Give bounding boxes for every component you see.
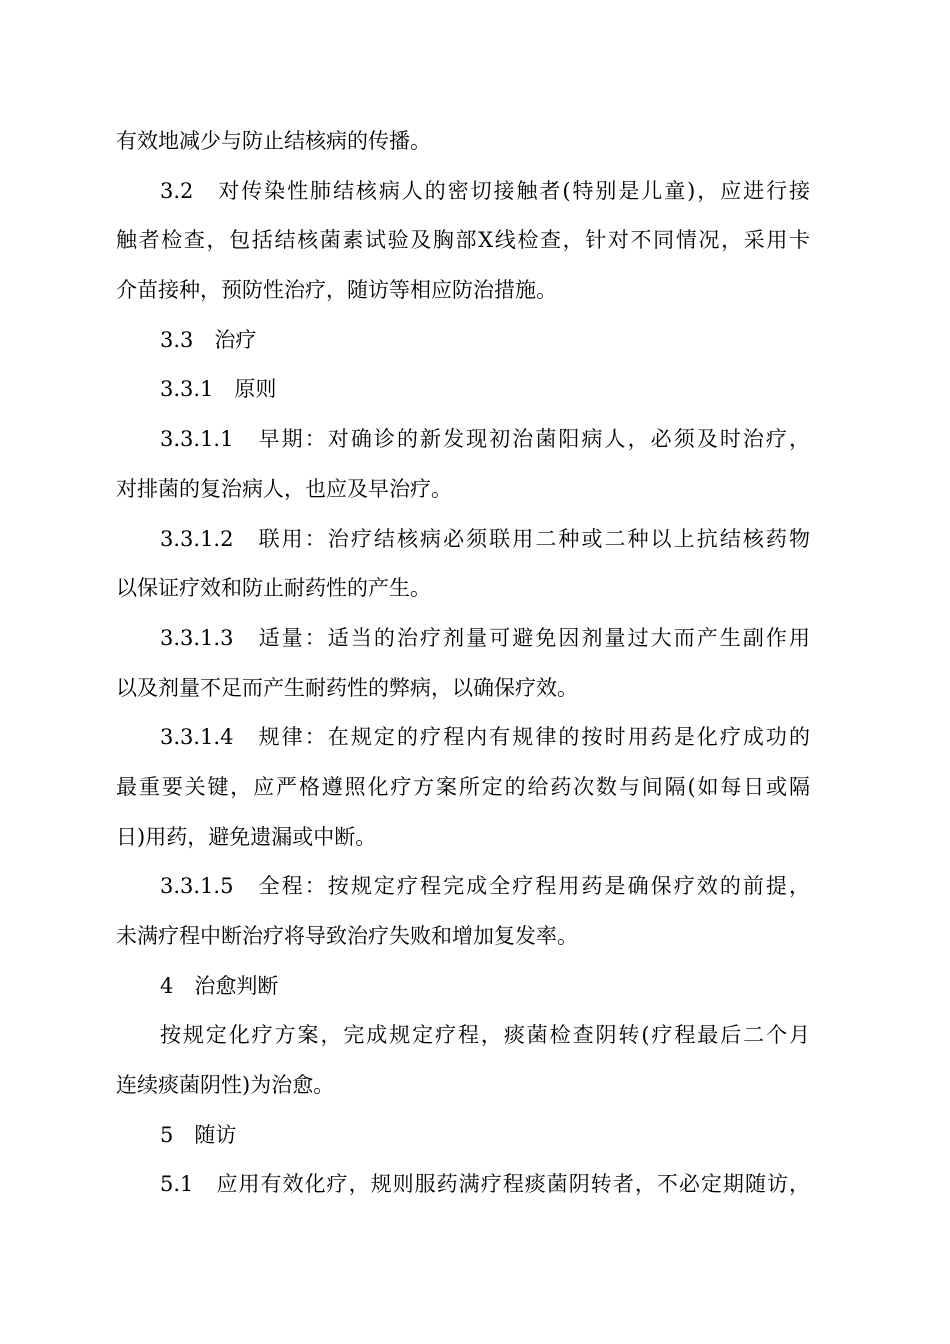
text-line: 3.3.1.1 早期：对确诊的新发现初治菌阳病人，必须及时治疗， [160,427,810,452]
text-line: 最重要关键，应严格遵照化疗方案所定的给药次数与间隔(如每日或隔 [116,774,810,799]
text-line: 5.1 应用有效化疗，规则服药满疗程痰菌阴转者，不必定期随访， [160,1172,810,1197]
text-line: 有效地减少与防止结核病的传播。 [116,129,431,153]
text-line: 3.3.1.4 规律：在规定的疗程内有规律的按时用药是化疗成功的 [160,725,810,750]
document-page [116,125,810,1218]
text-line: 3.3 治疗 [160,327,257,352]
text-line: 4 治愈判断 [160,973,279,998]
text-line: 未满疗程中断治疗将导致治疗失败和增加复发率。 [116,924,578,948]
text-line: 3.3.1.2 联用：治疗结核病必须联用二种或二种以上抗结核药物 [160,526,810,551]
text-line: 以及剂量不足而产生耐药性的弊病，以确保疗效。 [116,675,578,700]
text-line: 连续痰菌阴性)为治愈。 [116,1073,335,1098]
text-line: 触者检查，包括结核菌素试验及胸部X线检查，针对不同情况，采用卡 [116,228,810,253]
text-line: 介苗接种，预防性治疗，随访等相应防治措施。 [116,278,557,303]
text-line: 5 随访 [160,1122,237,1147]
text-line: 3.3.1 原则 [160,377,277,402]
text-line: 按规定化疗方案，完成规定疗程，痰菌检查阴转(疗程最后二个月 [160,1023,810,1048]
text-line: 3.2 对传染性肺结核病人的密切接触者(特别是儿童)，应进行接 [160,178,810,203]
text-line: 日)用药，避免遗漏或中断。 [116,824,377,849]
text-line: 对排菌的复治病人，也应及早治疗。 [116,476,452,501]
text-line: 以保证疗效和防止耐药性的产生。 [116,576,431,601]
text-line: 3.3.1.5 全程：按规定疗程完成全疗程用药是确保疗效的前提， [160,874,810,899]
text-line: 3.3.1.3 适量：适当的治疗剂量可避免因剂量过大而产生副作用 [160,625,810,650]
